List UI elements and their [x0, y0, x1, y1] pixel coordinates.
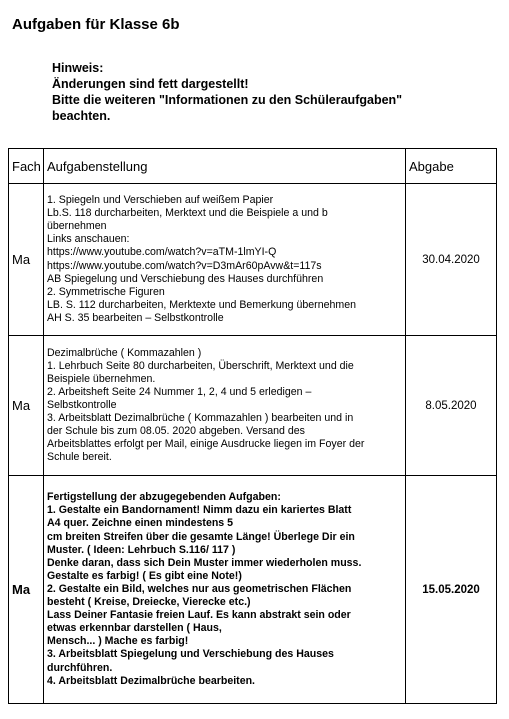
task-line: 2. Arbeitsheft Seite 24 Nummer 1, 2, 4 und 5 erledigen –	[47, 385, 312, 398]
task-line: Gestalte es farbig! ( Es gibt eine Note!)	[47, 569, 242, 582]
task-line: der Schule bis zum 08.05. 2020 abgeben. Versand des	[47, 425, 305, 438]
row-task	[44, 476, 406, 704]
task-line: 1. Gestalte ein Bandornament! Nimm dazu ein kariertes Blatt	[47, 504, 352, 517]
task-line: AH S. 35 bearbeiten – Selbstkontrolle	[47, 311, 224, 324]
task-line: https://www.youtube.com/watch?v=D3mAr60pAvw&t=117s	[47, 259, 322, 272]
task-line: Schule bereit.	[47, 451, 112, 464]
task-line: Arbeitsblattes erfolgt per Mail, einige Ausdrucke liegen im Foyer der	[47, 438, 365, 451]
task-line: LB. S. 112 durcharbeiten, Merktexte und Bemerkung übernehmen	[47, 298, 356, 311]
hint-line: Änderungen sind fett dargestellt!	[52, 77, 249, 91]
header-fach: Fach	[9, 149, 44, 184]
table-header-row	[9, 149, 497, 184]
row-task	[44, 184, 406, 336]
task-line: AB Spiegelung und Verschiebung des Hauses durchführen	[47, 272, 324, 285]
task-line: Selbstkontrolle	[47, 398, 117, 411]
task-line: 1. Lehrbuch Seite 80 durcharbeiten, Überschrift, Merktext und die	[47, 359, 354, 372]
task-line: cm breiten Streifen über die gesamte Länge! Überlege Dir ein	[47, 530, 355, 543]
header-due: Abgabe	[406, 149, 497, 184]
table-row	[9, 184, 497, 336]
table-row	[9, 476, 497, 704]
header-task: Aufgabenstellung	[44, 149, 406, 184]
page-title: Aufgaben für Klasse 6b	[12, 16, 180, 33]
task-line: 1. Spiegeln und Verschieben auf weißem Papier	[47, 194, 274, 207]
row-task	[44, 336, 406, 476]
task-line: 4. Arbeitsblatt Dezimalbrüche bearbeiten.	[47, 674, 256, 687]
task-line: Fertigstellung der abzugegebenden Aufgaben:	[47, 491, 281, 504]
table-row	[9, 336, 497, 476]
hint-line: Bitte die weiteren "Informationen zu den Schüleraufgaben"	[52, 93, 403, 107]
assignments-table	[8, 148, 497, 704]
task-line: 3. Arbeitsblatt Spiegelung und Verschiebung des Hauses	[47, 648, 334, 661]
task-line: 2. Gestalte ein Bild, welches nur aus geometrischen Flächen	[47, 582, 352, 595]
hint-block	[52, 60, 402, 124]
task-line: Denke daran, dass sich Dein Muster immer wiederholen muss.	[47, 556, 362, 569]
task-line: 3. Arbeitsblatt Dezimalbrüche ( Kommazahlen ) bearbeiten und in	[47, 412, 354, 425]
row-subject: Ma	[9, 476, 44, 704]
row-subject: Ma	[9, 336, 44, 476]
hint-line: Hinweis:	[52, 61, 104, 75]
row-due-date: 30.04.2020	[406, 184, 497, 336]
task-line: etwas erkennbar darstellen ( Haus,	[47, 622, 222, 635]
task-line: Beispiele übernehmen.	[47, 372, 156, 385]
task-line: besteht ( Kreise, Dreiecke, Vierecke etc.)	[47, 596, 251, 609]
task-line: A4 quer. Zeichne einen mindestens 5	[47, 517, 234, 530]
task-line: Mensch... ) Mache es farbig!	[47, 635, 189, 648]
row-subject: Ma	[9, 184, 44, 336]
task-line: Muster. ( Ideen: Lehrbuch S.116/ 117 )	[47, 543, 236, 556]
task-line: https://www.youtube.com/watch?v=aTM-1lmYI-Q	[47, 246, 277, 259]
task-line: durchführen.	[47, 661, 113, 674]
task-line: 2. Symmetrische Figuren	[47, 285, 165, 298]
task-line: Links anschauen:	[47, 233, 130, 246]
task-line: Lb.S. 118 durcharbeiten, Merktext und die Beispiele a und b	[47, 207, 328, 220]
row-due-date: 15.05.2020	[406, 476, 497, 704]
task-line: Dezimalbrüche ( Kommazahlen )	[47, 346, 202, 359]
task-line: Lass Deiner Fantasie freien Lauf. Es kann abstrakt sein oder	[47, 609, 351, 622]
hint-line: beachten.	[52, 109, 111, 123]
row-due-date: 8.05.2020	[406, 336, 497, 476]
task-line: übernehmen	[47, 220, 107, 233]
